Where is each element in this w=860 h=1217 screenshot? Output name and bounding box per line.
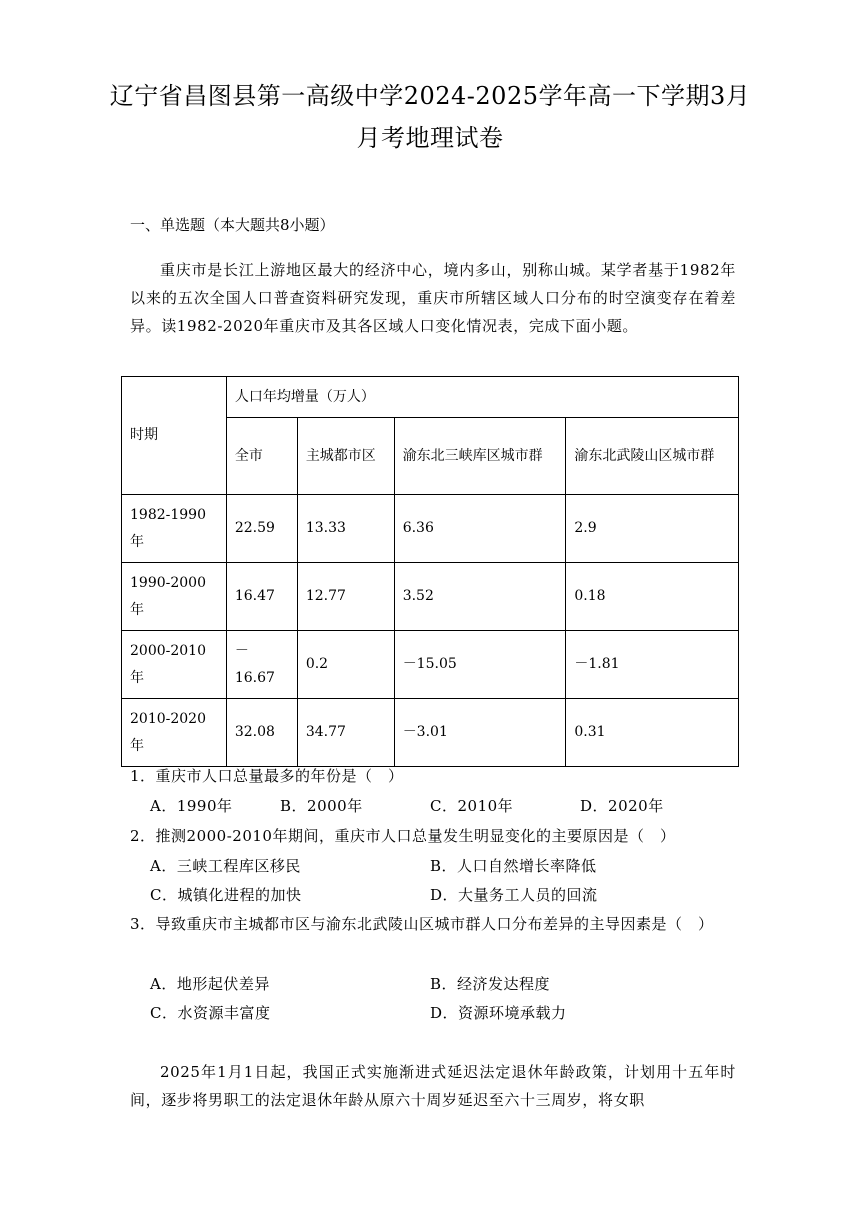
table-cell: 13.33: [297, 495, 394, 563]
question-3-stem: 3．导致重庆市主城都市区与渝东北武陵山区城市群人口分布差异的主导因素是（ ）: [130, 915, 714, 933]
row-period: 2010-2020年: [122, 699, 227, 767]
question-3-option-a[interactable]: A．地形起伏差异: [150, 975, 270, 993]
question-2-option-b[interactable]: B．人口自然增长率降低: [430, 857, 597, 875]
passage-2: 2025年1月1日起，我国正式实施渐进式延迟法定退休年龄政策，计划用十五年时间，逐步将男职工的法定退休年龄从原六十周岁延迟至六十三周岁，将女职: [130, 1063, 736, 1109]
question-2-stem: 2．推测2000-2010年期间，重庆市人口总量发生明显变化的主要原因是（ ）: [130, 827, 676, 845]
table-row: [122, 631, 739, 699]
table-cell: 0.2: [297, 631, 394, 699]
table-cell: 32.08: [226, 699, 297, 767]
header-col-1: 主城都市区: [297, 418, 394, 495]
question-1-option-c[interactable]: C．2010年: [430, 797, 514, 815]
row-period: 1982-1990年: [122, 495, 227, 563]
question-2-option-a[interactable]: A．三峡工程库区移民: [150, 857, 301, 875]
question-1-stem: 1．重庆市人口总量最多的年份是（ ）: [130, 767, 404, 785]
question-1-option-d[interactable]: D．2020年: [580, 797, 664, 815]
table-row: [122, 699, 739, 767]
row-period: 2000-2010年: [122, 631, 227, 699]
table-cell: －16.67: [226, 631, 297, 699]
row-period: 1990-2000年: [122, 563, 227, 631]
table-cell: 22.59: [226, 495, 297, 563]
question-3-option-b[interactable]: B．经济发达程度: [430, 975, 551, 993]
question-3-option-d[interactable]: D．资源环境承载力: [430, 1004, 567, 1022]
question-2-option-d[interactable]: D．大量务工人员的回流: [430, 886, 598, 904]
passage-1: 重庆市是长江上游地区最大的经济中心，境内多山，别称山城。某学者基于1982年以来的五次全国人口普查资料研究发现，重庆市所辖区域人口分布的时空演变存在着差异。读1982-2020年重庆市及其各区域人口变化情况表，完成下面小题。: [130, 261, 736, 335]
table-cell: －15.05: [394, 631, 566, 699]
table-cell: 3.52: [394, 563, 566, 631]
table-cell: 16.47: [226, 563, 297, 631]
population-table: [121, 376, 739, 767]
question-1-option-b[interactable]: B．2000年: [280, 797, 363, 815]
table-cell: －1.81: [566, 631, 739, 699]
table-row: [122, 563, 739, 631]
header-col-3: 渝东北武陵山区城市群: [566, 418, 739, 495]
question-3-option-c[interactable]: C．水资源丰富度: [150, 1004, 271, 1022]
table-cell: 6.36: [394, 495, 566, 563]
table-cell: 34.77: [297, 699, 394, 767]
header-group: 人口年均增量（万人）: [226, 377, 738, 418]
page-title-line1: 辽宁省昌图县第一高级中学2024-2025学年高一下学期3月: [109, 82, 751, 110]
table-cell: 2.9: [566, 495, 739, 563]
header-col-2: 渝东北三峡库区城市群: [394, 418, 566, 495]
header-col-0: 全市: [226, 418, 297, 495]
question-1-option-a[interactable]: A．1990年: [150, 797, 233, 815]
section-heading: 一、单选题（本大题共8小题）: [130, 216, 335, 234]
page-title-line2: 月考地理试卷: [356, 124, 504, 152]
table-row: [122, 495, 739, 563]
table-cell: 0.31: [566, 699, 739, 767]
table-cell: －3.01: [394, 699, 566, 767]
question-2-option-c[interactable]: C．城镇化进程的加快: [150, 886, 302, 904]
table-cell: 0.18: [566, 563, 739, 631]
table-cell: 12.77: [297, 563, 394, 631]
header-period: 时期: [122, 377, 227, 495]
